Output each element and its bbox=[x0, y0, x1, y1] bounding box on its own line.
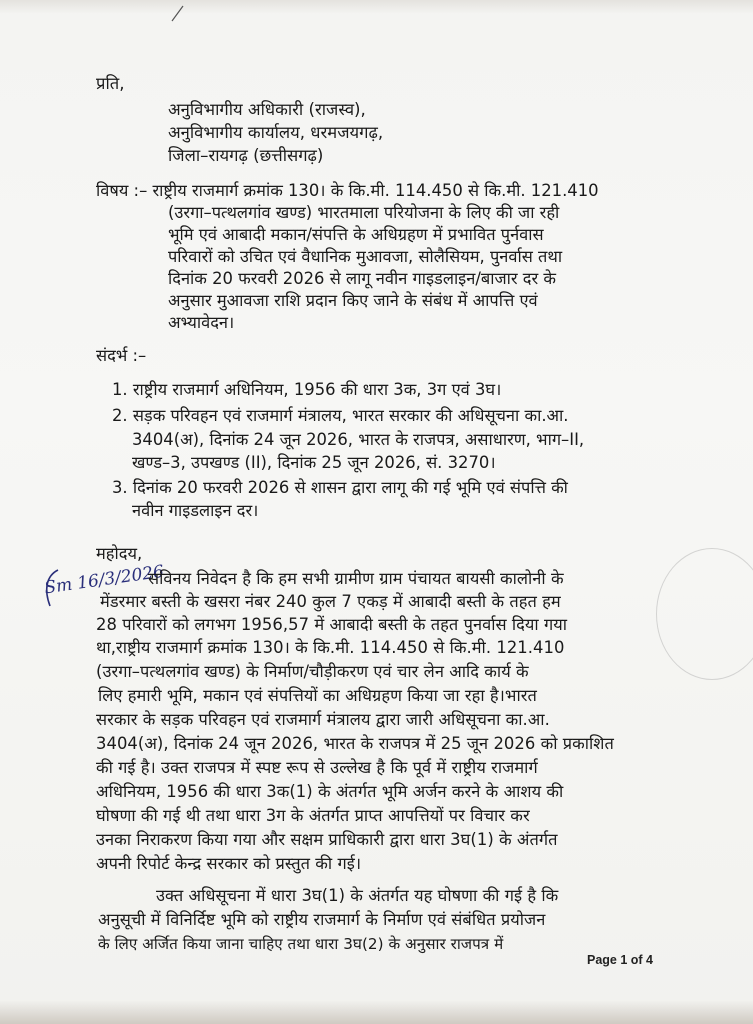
handwritten-signature-stroke bbox=[36, 566, 66, 610]
reference-item: 2. सड़क परिवहन एवं राजमार्ग मंत्रालय, भारत सरकार की अधिसूचना का.आ. bbox=[112, 406, 569, 425]
paper-bottom-edge bbox=[0, 1000, 753, 1024]
subject-line: दिनांक 20 फरवरी 2026 से लागू नवीन गाइडलाइन/बाजार दर के bbox=[168, 269, 556, 288]
recipient-prefix: प्रति, bbox=[96, 74, 125, 93]
reference-heading: संदर्भ :– bbox=[96, 346, 147, 365]
reference-item: 1. राष्ट्रीय राजमार्ग अधिनियम, 1956 की धारा 3क, 3ग एवं 3घ। bbox=[112, 380, 502, 399]
subject-line: अनुसार मुआवजा राशि प्रदान किए जाने के संबंध में आपत्ति एवं bbox=[168, 291, 538, 310]
body-text-line: अनुसूची में विनिर्दिष्ट भूमि को राष्ट्रीय राजमार्ग के निर्माण एवं संबंधित प्रयोजन bbox=[98, 910, 546, 929]
subject-line: विषय :– राष्ट्रीय राजमार्ग क्रमांक 130। के कि.मी. 114.450 से कि.मी. 121.410 bbox=[96, 181, 599, 200]
body-text-line: था,राष्ट्रीय राजमार्ग क्रमांक 130। के कि.मी. 114.450 से कि.मी. 121.410 bbox=[96, 638, 565, 657]
subject-line: परिवारों को उचित एवं वैधानिक मुआवजा, सोलैसियम, पुनर्वास तथा bbox=[168, 247, 563, 266]
body-text-line: उनका निराकरण किया गया और सक्षम प्राधिकारी द्वारा धारा 3घ(1) के अंतर्गत bbox=[96, 830, 558, 849]
body-text-line: (उरगा–पत्थलगांव खण्ड) के निर्माण/चौड़ीकरण एवं चार लेन आदि कार्य के bbox=[96, 662, 529, 681]
subject-line: (उरगा–पत्थलगांव खण्ड) भारतमाला परियोजना के लिए की जा रही bbox=[168, 203, 560, 222]
body-text-line: के लिए अर्जित किया जाना चाहिए तथा धारा 3घ(2) के अनुसार राजपत्र में bbox=[98, 935, 504, 953]
body-text-line: की गई है। उक्त राजपत्र में स्पष्ट रूप से उल्लेख है कि पूर्व में राष्ट्रीय राजमार्ग bbox=[96, 758, 538, 777]
body-text-line: लिए हमारी भूमि, मकान एवं संपत्तियों का अधिग्रहण किया जा रहा है।भारत bbox=[98, 686, 537, 705]
body-text-line: 28 परिवारों को लगभग 1956,57 में आबादी बस्ती के तहत पुनर्वास दिया गया bbox=[96, 615, 568, 634]
body-text-line: उक्त अधिसूचना में धारा 3घ(1) के अंतर्गत यह घोषणा की गई है कि bbox=[156, 886, 559, 905]
body-text-line: अपनी रिपोर्ट केन्द्र सरकार को प्रस्तुत की गई। bbox=[96, 854, 362, 873]
pen-stroke-mark bbox=[168, 4, 188, 24]
address-line: अनुविभागीय अधिकारी (राजस्व), bbox=[168, 100, 366, 119]
reference-item: 3404(अ), दिनांक 24 जून 2026, भारत के राजपत्र, असाधारण, भाग–II, bbox=[132, 430, 585, 449]
subject-line: भूमि एवं आबादी मकान/संपत्ति के अधिग्रहण में प्रभावित पुर्नवास bbox=[168, 225, 544, 244]
reference-item: खण्ड–3, उपखण्ड (II), दिनांक 25 जून 2026, सं. 3270। bbox=[132, 453, 496, 472]
address-line: जिला–रायगढ़ (छत्तीसगढ़) bbox=[168, 146, 324, 165]
greeting: महोदय, bbox=[96, 544, 143, 563]
reference-item: 3. दिनांक 20 फरवरी 2026 से शासन द्वारा लागू की गई भूमि एवं संपत्ति की bbox=[112, 478, 568, 497]
handwritten-note: Sm 16/3/2026 bbox=[43, 561, 166, 599]
paper-fold-shadow bbox=[0, 0, 753, 14]
page-number: Page 1 of 4 bbox=[587, 953, 653, 967]
body-text-line: 3404(अ), दिनांक 24 जून 2026, भारत के राजपत्र में 25 जून 2026 को प्रकाशित bbox=[96, 734, 614, 753]
address-line: अनुविभागीय कार्यालय, धरमजयगढ़, bbox=[168, 123, 384, 142]
reference-item: नवीन गाइडलाइन दर। bbox=[132, 501, 259, 520]
faint-stamp-mark bbox=[656, 548, 753, 680]
body-text-line: घोषणा की गई थी तथा धारा 3ग के अंतर्गत प्राप्त आपत्तियों पर विचार कर bbox=[96, 806, 530, 825]
body-text-line: मेंडरमार बस्ती के खसरा नंबर 240 कुल 7 एकड़ में आबादी बस्ती के तहत हम bbox=[100, 592, 561, 611]
body-text-line: सरकार के सड़क परिवहन एवं राजमार्ग मंत्रालय द्वारा जारी अधिसूचना का.आ. bbox=[96, 710, 550, 729]
body-text-line: सविनय निवेदन है कि हम सभी ग्रामीण ग्राम पंचायत बायसी कालोनी के bbox=[148, 569, 564, 588]
body-text-line: अधिनियम, 1956 की धारा 3क(1) के अंतर्गत भूमि अर्जन करने के आशय की bbox=[96, 782, 564, 801]
subject-line: अभ्यावेदन। bbox=[168, 313, 235, 332]
